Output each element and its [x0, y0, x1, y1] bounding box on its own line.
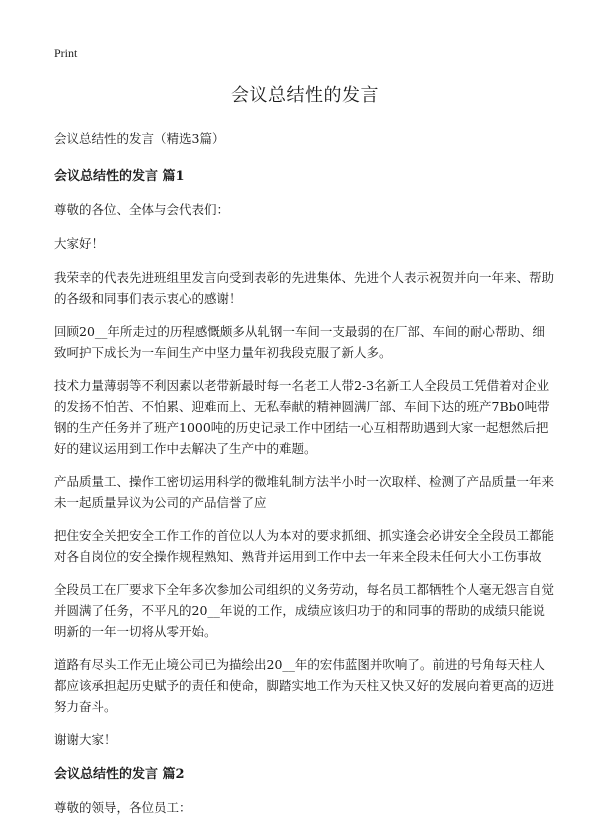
print-label: Print [54, 46, 78, 60]
paragraph: 把住安全关把安全工作工作的首位以人为本对的要求抓细、抓实逢会必讲安全全段员工都能对各自岗位的安全操作规程熟知、熟背并运用到工作中去一年来全段未任何大小工伤事故 [54, 528, 555, 564]
paragraph: 我荣幸的代表先进班组里发言向受到表彰的先进集体、先进个人表示祝贺并向一年来、帮助的各级和同事们表示衷心的感谢！ [54, 270, 555, 306]
document-subtitle: 会议总结性的发言（精选3篇） [54, 131, 225, 146]
greeting-text: 尊敬的各位、全体与会代表们： [54, 202, 230, 217]
paragraph: 全段员工在厂要求下全年多次参加公司组织的义务劳动，每名员工都牺牲个人毫无怨言自觉并圆满了任务，不平凡的20__年说的工作，成绩应该归功于的和同事的帮助的成绩只能说明新的一年一切将从零开始。 [54, 582, 555, 639]
page-title: 会议总结性的发言 [231, 85, 379, 106]
salutation-text: 大家好！ [54, 236, 105, 251]
paragraph: 技术力量薄弱等不利因素以老带新最时每一名老工人带2-3名新工人全段员工凭借着对企业的发扬不怕苦、不怕累、迎难而上、无私奉献的精神圆满厂部、车间下达的班产7Bb0吨带钢的生产任务并了班产1000吨的历史记录工作中团结一心互相帮助遇到大家一起想然后把好的建议运用到工作中去解决了生产中的难题。 [54, 378, 550, 456]
closing-text: 谢谢大家！ [54, 732, 117, 747]
paragraph: 回顾20__年所走过的历程感慨颇多从轧钢一车间一支最弱的在厂部、车间的耐心帮助、细致呵护下成长为一车间生产中坚力量年初我段克服了新人多。 [54, 324, 545, 360]
section-2-heading: 会议总结性的发言 篇2 [54, 767, 185, 782]
section-2 [54, 763, 556, 818]
greeting-text: 尊敬的领导，各位员工： [54, 800, 192, 815]
section-1-heading: 会议总结性的发言 篇1 [54, 169, 185, 184]
paragraph: 产品质量工、操作工密切运用科学的微堆轧制方法半小时一次取样、检测了产品质量一年来未一起质量异议为公司的产品信誉了应 [54, 474, 555, 510]
paragraph: 道路有尽头工作无止境公司已为描绘出20__年的宏伟蓝图并吹响了。前进的号角每天柱人都应该承担起历史赋予的责任和使命，脚踏实地工作为天柱又快又好的发展向着更高的迈进努力奋斗。 [54, 657, 555, 714]
section-1 [54, 165, 556, 750]
